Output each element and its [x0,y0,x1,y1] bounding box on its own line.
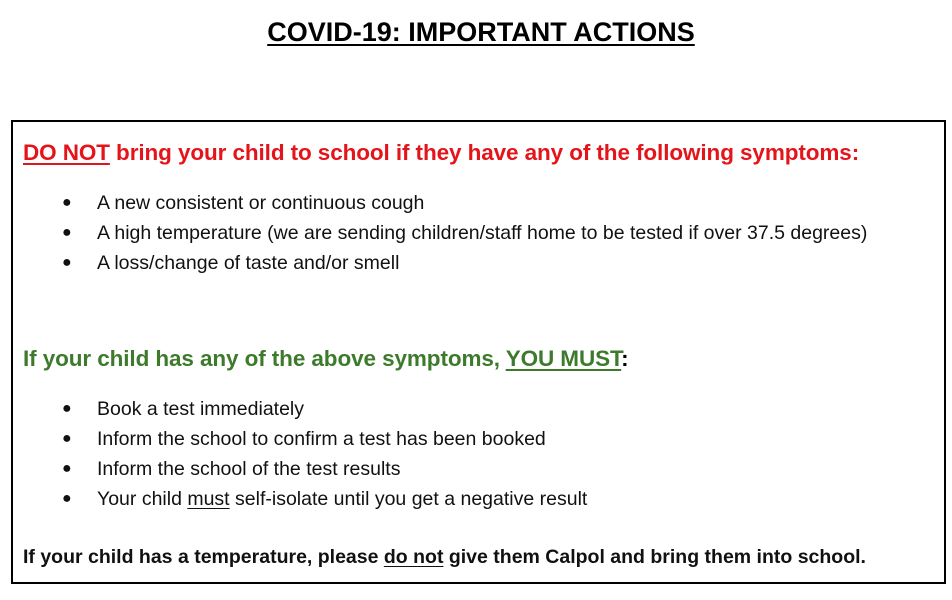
page-title: COVID-19: IMPORTANT ACTIONS [267,17,695,47]
content-box [11,120,946,584]
note-prefix: If your child has a temperature, please [23,546,384,568]
you-must-emphasis: YOU MUST [505,346,622,371]
bullet-icon: ● [62,400,72,417]
list-item [13,248,867,278]
heading-colon: : [621,346,629,371]
list-item [13,188,867,218]
bullet-icon: ● [62,490,72,507]
bullet-icon: ● [62,224,72,241]
list-item-text: Inform the school of the test results [97,458,401,480]
list-item-text: A new consistent or continuous cough [97,192,425,214]
self-isolate-suffix: self-isolate until you get a negative result [229,488,588,510]
symptoms-list [13,188,867,278]
list-item-text: Book a test immediately [97,398,305,420]
list-item-text: A high temperature (we are sending children/staff home to be tested if over 37.5 degrees) [97,222,868,244]
bullet-icon: ● [62,194,72,211]
calpol-note [23,542,866,572]
actions-heading-text: If your child has any of the above symptoms, [23,346,506,371]
symptoms-heading-text: bring your child to school if they have any of the following symptoms: [109,140,860,165]
bullet-icon: ● [62,254,72,271]
list-item [13,484,587,514]
list-item [13,218,867,248]
actions-list [13,394,587,514]
list-item-text: Inform the school to confirm a test has been booked [97,428,546,450]
list-item [13,394,587,424]
note-suffix: give them Calpol and bring them into school. [443,546,866,568]
do-not-emphasis: DO NOT [23,140,110,165]
do-not-note-emphasis: do not [383,546,444,568]
list-item-text: A loss/change of taste and/or smell [97,252,400,274]
bullet-icon: ● [62,430,72,447]
list-item [13,424,587,454]
actions-heading [23,344,629,374]
must-emphasis: must [187,488,230,510]
symptoms-heading [23,138,859,168]
self-isolate-prefix: Your child [97,488,188,510]
bullet-icon: ● [62,460,72,477]
list-item [13,454,587,484]
